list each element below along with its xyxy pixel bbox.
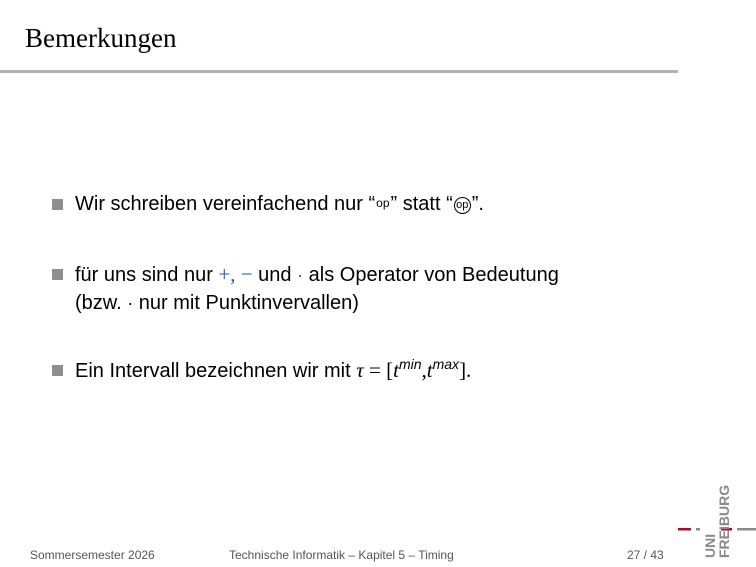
equals-bracket: = [ bbox=[363, 358, 394, 382]
bullet2-text-post1: als Operator von Bedeutung bbox=[303, 264, 559, 286]
bullet-item-1 bbox=[50, 190, 730, 220]
bullet-square-icon bbox=[52, 199, 63, 210]
title-divider bbox=[0, 70, 678, 73]
bullet1-text-pre: Wir schreiben vereinfachend nur “ bbox=[75, 193, 376, 215]
small-op-symbol: op bbox=[376, 196, 390, 210]
bullet2-line2-post: nur mit Punktinvervallen) bbox=[133, 292, 359, 314]
bullet-list bbox=[50, 190, 730, 386]
logo-text-uni: UNI bbox=[702, 533, 718, 558]
bullet1-text-post: ”. bbox=[471, 193, 484, 215]
comma: , bbox=[421, 358, 427, 382]
bullet2-text-pre: für uns sind nur bbox=[75, 264, 219, 286]
slide-title: Bemerkungen bbox=[25, 23, 177, 53]
logo-text-freiburg: FREIBURG bbox=[716, 484, 732, 558]
dot-operator-2: · bbox=[127, 293, 134, 313]
uni-freiburg-logo-icon bbox=[678, 478, 756, 567]
logo-gray-bar-right bbox=[737, 528, 756, 531]
bullet-item-2 bbox=[50, 260, 730, 317]
bullet-square-icon bbox=[52, 269, 63, 280]
bullet-square-icon bbox=[52, 365, 63, 376]
bullet2-line2-pre: (bzw. bbox=[75, 292, 128, 314]
close-bracket: ]. bbox=[459, 358, 472, 382]
min-superscript: min bbox=[398, 356, 422, 372]
plus-minus-operators: +, − bbox=[218, 262, 253, 286]
bullet3-text-pre: Ein Intervall bezeichnen wir mit bbox=[75, 360, 357, 382]
bullet2-text-und: und bbox=[252, 264, 298, 286]
dot-operator: · bbox=[297, 265, 304, 285]
circled-op-symbol: op bbox=[454, 197, 471, 214]
t-max-base: t bbox=[426, 358, 433, 382]
footer-page-number: 27 / 43 bbox=[627, 548, 664, 562]
logo-accent-red-bar-left bbox=[678, 528, 691, 531]
tau-symbol: τ bbox=[356, 358, 364, 382]
bullet-item-3 bbox=[50, 356, 730, 386]
t-min-base: t bbox=[393, 358, 399, 382]
bullet1-text-mid: ” statt “ bbox=[390, 193, 453, 215]
footer-semester: Sommersemester 2026 bbox=[30, 548, 155, 562]
max-superscript: max bbox=[432, 356, 460, 372]
footer-chapter: Technische Informatik – Kapitel 5 – Timing bbox=[229, 548, 454, 562]
logo-gray-bar bbox=[696, 528, 700, 531]
